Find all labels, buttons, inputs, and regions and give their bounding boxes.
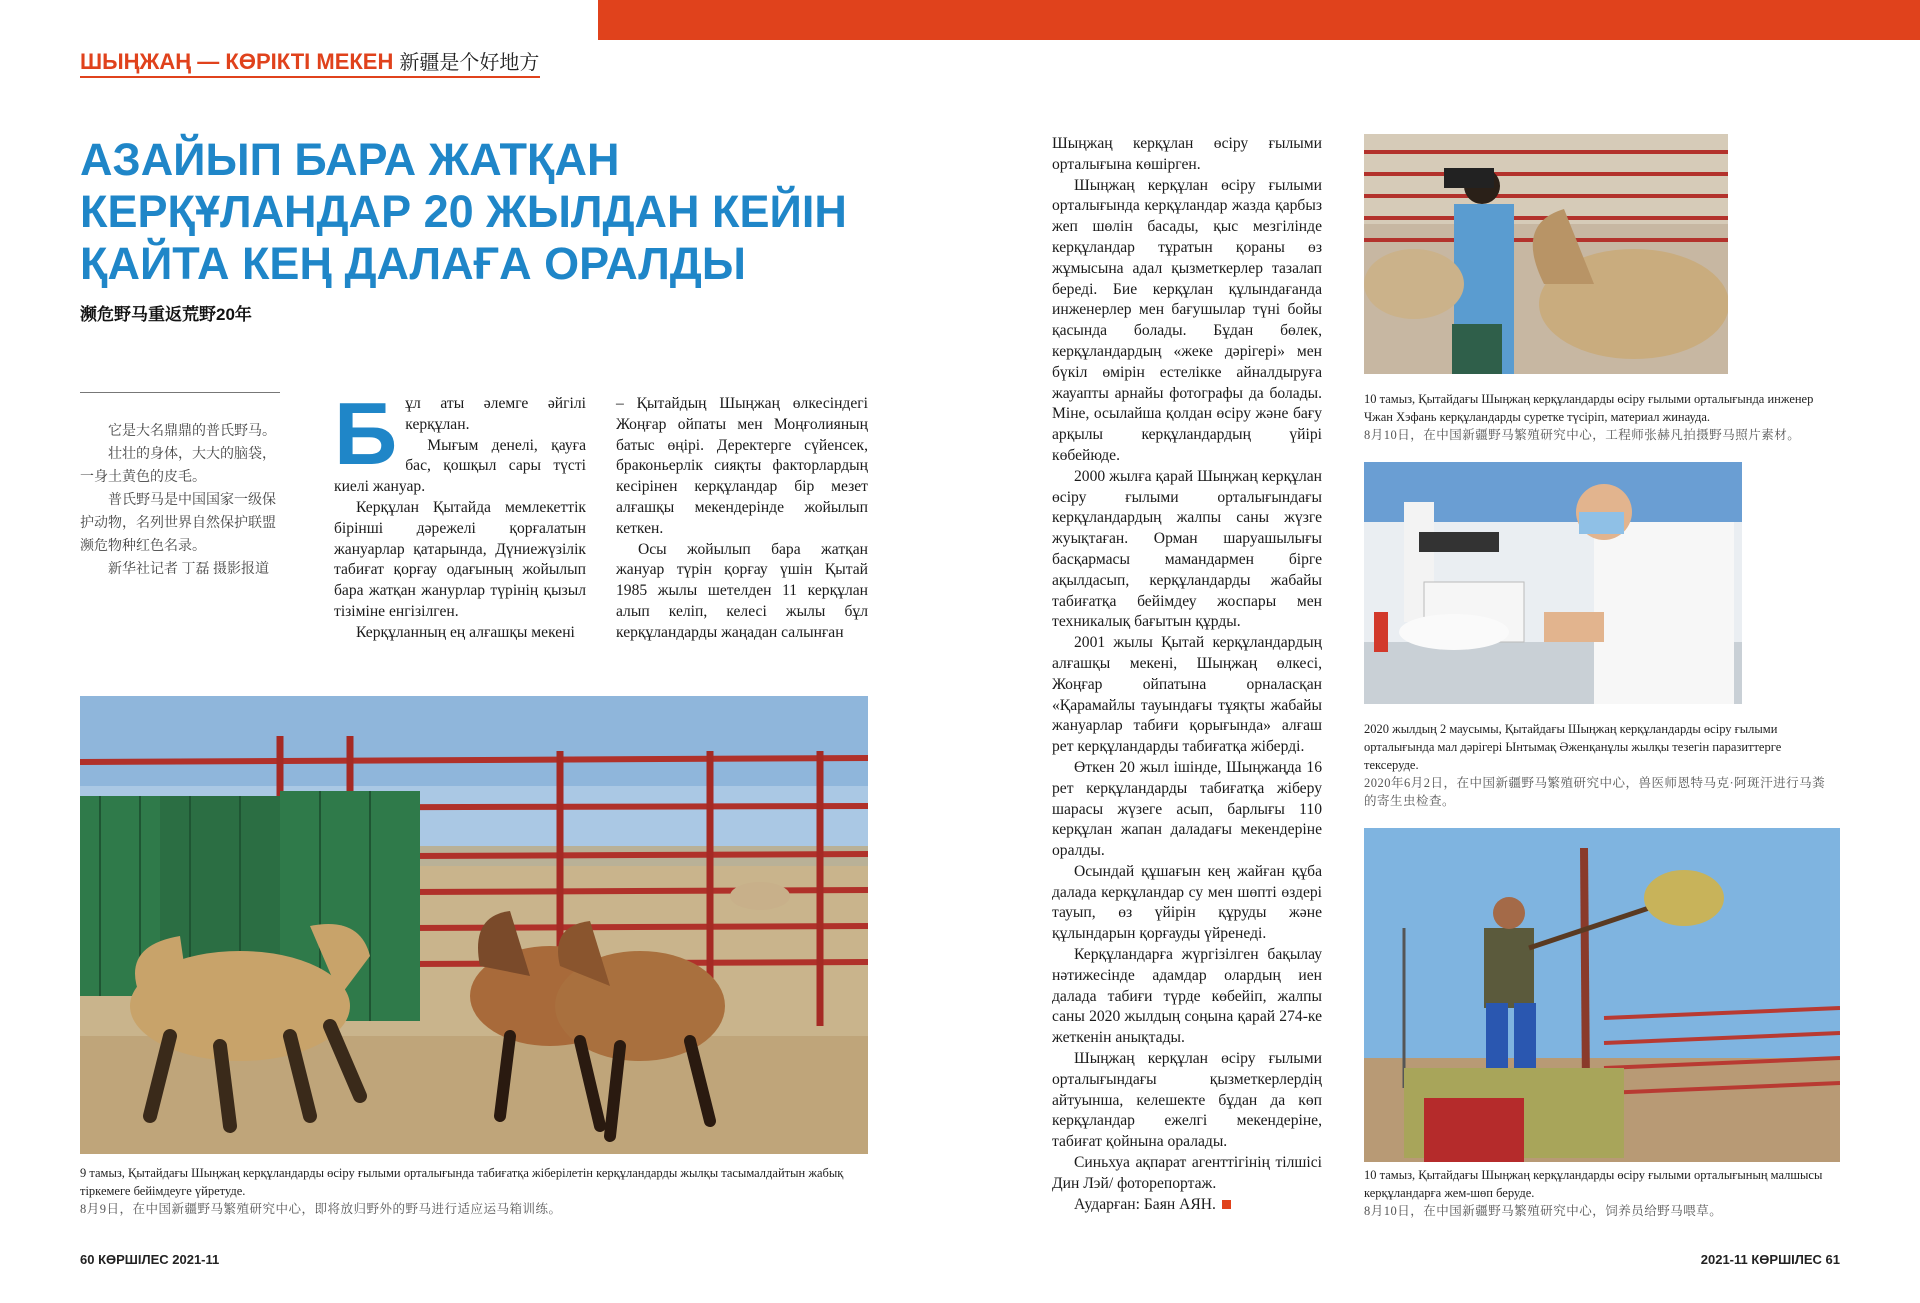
text-column-3 [1052, 134, 1322, 1215]
paragraph: 2001 жылы Қытай керқұландардың алғашқы мекені, Шыңжаң өлкесі, Жоңғар ойпатына орналасқан «Қарамайлы тауындағы тұяқты жабайы жануарлар табиғи қорығында» алғаш рет керқұландарды табиғатқа жіберді. [1052, 634, 1322, 756]
main-photo-caption [80, 1164, 870, 1218]
caption-kz: 9 тамыз, Қытайдағы Шыңжаң керқұландарды өсіру ғылыми орталығында табиғатқа жіберілетін керқұландарды жылқы тасымалдайтын жабық тіркемеге бейімдеуге үйретуде. [80, 1166, 844, 1198]
photo-engineer-camera [1364, 134, 1728, 374]
drop-cap: Б [334, 384, 398, 483]
paragraph: Осындай құшағын кең жайған құба далада керқұландар су мен шөпті өздері тауып, өз үйірін құруды және құлындарын қорғауды үйренеді. [1052, 862, 1322, 943]
header-rule [80, 76, 540, 78]
text-column-1 [334, 384, 586, 644]
sidebar-cn [80, 420, 280, 581]
section-header [80, 46, 539, 75]
caption-kz: 10 тамыз, Қытайдағы Шыңжаң керқұландарды өсіру ғылыми орталығында инженер Чжан Хэфань керқұландарды суретке түсіріп, материал жинауда. [1364, 392, 1814, 424]
paragraph: Шыңжаң керқұлан өсіру ғылыми орталығына көшірген. [1052, 135, 1322, 173]
photo2-caption [1364, 720, 1834, 810]
caption-kz: 10 тамыз, Қытайдағы Шыңжаң керқұландарды өсіру ғылыми орталығының малшысы керқұландарға жем-шөп беруде. [1364, 1168, 1823, 1200]
text-column-2 [616, 394, 868, 644]
folio-left: 60 КӨРШІЛЕС 2021-11 [80, 1252, 220, 1267]
sidebar-line: 它是大名鼎鼎的普氏野马。 [108, 424, 276, 439]
top-color-bar [598, 0, 1920, 40]
section-title-cn: 新疆是个好地方 [399, 52, 540, 74]
sidebar-credit: 新华社记者 丁磊 摄影报道 [108, 562, 269, 577]
paragraph: 2000 жылға қарай Шыңжаң керқұлан өсіру ғылыми орталығындағы керқұландардың жалпы саны жүзге жуықтаған. Орман шаруашылығы басқармасы мамандармен бірге ақылдасып, керқұландарды жабайы табиғатқа бейімдеу жоспары мен техникалық бағытын құрды. [1052, 467, 1322, 631]
sidebar-rule [80, 392, 280, 393]
paragraph: Керқұланның ең алғашқы мекені [356, 623, 575, 641]
photo1-caption [1364, 390, 1834, 444]
paragraph: Мығым денелі, қауға бас, қошқыл сары түсті киелі жануар. [334, 436, 586, 496]
main-photo-horses [80, 696, 868, 1154]
paragraph: Өткен 20 жыл ішінде, Шыңжаңда 16 рет керқұландарды табиғатқа жіберу шарасы жүзеге асып, барлығы 110 керқұлан жапан даладағы мекендеріне оралды. [1052, 758, 1322, 860]
paragraph: Керқұлан Қытайда мемлекеттік бірінші дәрежелі қорғалатын жануарлар қатарында, Дүниежүзілік табиғат қорғау одағының жойылып бара жатқан жанурлар түрінің қызыл тізіміне енгізілген. [334, 498, 586, 620]
article-title: АЗАЙЫП БАРА ЖАТҚАН КЕРҚҰЛАНДАР 20 ЖЫЛДАН КЕЙІН ҚАЙТА КЕҢ ДАЛАҒА ОРАЛДЫ [80, 134, 847, 289]
paragraph: Шыңжаң керқұлан өсіру ғылыми орталығындағы қызметкерлердің айтуынша, келешекте бұдан да көп керқұландар ежелгі мекендеріне, табиғат қойнына оралады. [1052, 1050, 1322, 1151]
paragraph: Керқұландарға жүргізілген бақылау нәтижесінде адамдар олардың иен далада табиғи түрде көбейіп, жалпы саны 2020 жылдың соңына қарай 274-ке жеткенін анықтады. [1052, 946, 1322, 1047]
paragraph: ұл аты әлемге әйгілі керқұлан. [405, 395, 586, 433]
paragraph: Осы жойылып бара жатқан жануар түрін қорғау үшін Қытай 1985 жылы шетелден 11 керқұлан алып келіп, келесі жылы бұл керқұландарды жаңадан салынған [616, 540, 868, 641]
caption-cn: 8月10日，在中国新疆野马繁殖研究中心，饲养员给野马喂草。 [1364, 1204, 1723, 1218]
caption-cn: 2020年6月2日，在中国新疆野马繁殖研究中心，兽医师恩特马克·阿斑汗进行马粪的寄生虫检查。 [1364, 776, 1826, 808]
paragraph: – Қытайдың Шыңжаң өлкесіндегі Жоңғар ойпаты мен Моңғолияның батыс өңірі. Деректерге сүйенсек, браконьерлік сияқты факторлардың кесірінен керқұландар бір мезет алғашқы мекендерінде жойылып кеткен. [616, 395, 868, 537]
sidebar-line: 普氏野马是中国国家一级保护动物，名列世界自然保护联盟濒危物种红色名录。 [80, 493, 276, 554]
end-mark-icon [1222, 1200, 1231, 1209]
photo-vet-microscope [1364, 462, 1742, 704]
photo3-caption [1364, 1166, 1840, 1220]
translator-name: Аударған: Баян АЯН. [1074, 1195, 1216, 1213]
translator-credit [1052, 1195, 1322, 1216]
folio-right: 2021-11 КӨРШІЛЕС 61 [1700, 1252, 1840, 1267]
caption-cn: 8月10日，在中国新疆野马繁殖研究中心，工程师张赫凡拍摄野马照片素材。 [1364, 428, 1801, 442]
photo-keeper-hay [1364, 828, 1840, 1162]
article-subtitle-cn: 濒危野马重返荒野20年 [80, 305, 252, 324]
paragraph: Шыңжаң керқұлан өсіру ғылыми орталығында керқұландар жазда қарбыз жеп шөлін басады, қыс мезгілінде керқұландар тұратын қораны өз жұмысына адал қызметкерлер тазалап береді. Бие керқұлан құлындағанда инженерлер мен бағушылар түні бойы қасында болады. Бұдан бөлек, керқұландардың «жеке дәрігері» мен бүкіл өмірін естелікке айналдыруға жауапты арнайы фотографы да болады. Міне, осылайша қолдан өсіру және бағу арқылы керқұландардың үйірі көбейюде. [1052, 176, 1322, 464]
caption-kz: 2020 жылдың 2 маусымы, Қытайдағы Шыңжаң керқұландарды өсіру ғылыми орталығында мал дәрігері Ынтымақ Әженқанұлы жылқы тезегін паразиттерге тексеруде. [1364, 722, 1782, 772]
section-title-kz: ШЫҢЖАҢ — КӨРІКТІ МЕКЕН [80, 49, 394, 74]
caption-cn: 8月9日，在中国新疆野马繁殖研究中心，即将放归野外的野马进行适应运马箱训练。 [80, 1202, 562, 1216]
sidebar-line: 壮壮的身体，大大的脑袋，一身土黄色的皮毛。 [80, 447, 276, 485]
paragraph: Синьхуа ақпарат агенттігінің тілшісі Дин Лэй/ фоторепортаж. [1052, 1154, 1322, 1192]
